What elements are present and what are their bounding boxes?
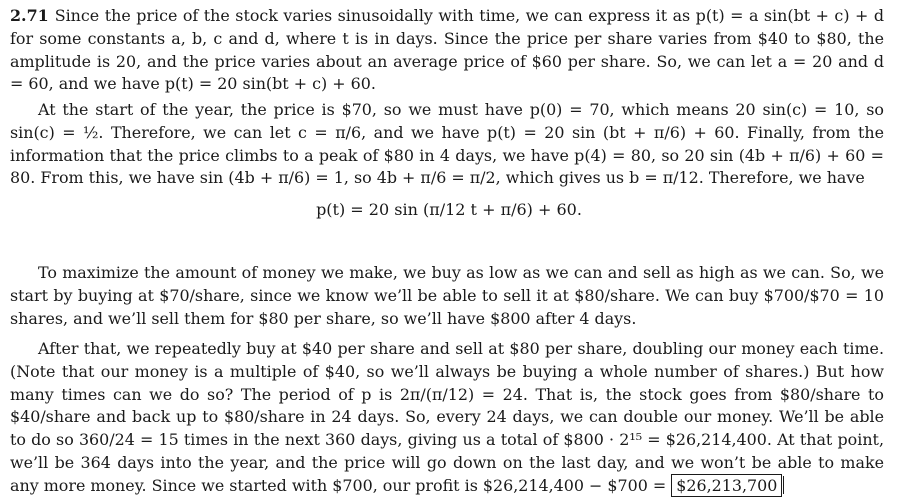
display-equation: p(t) = 20 sin (π/12 t + π/6) + 60. xyxy=(316,200,582,219)
paragraph-4 xyxy=(10,338,884,498)
text-cursor xyxy=(783,476,784,494)
problem-number: 2.71 xyxy=(10,6,49,25)
paragraph-4-text: After that, we repeatedly buy at $40 per share and sell at $80 per share, doubling our money each time. (Note that our money is a multiple of $40, so we’ll always be buying a whole number of shares.) But how many times can we do so? The period of p is 2π/(π/12) = 24. That is, the stock goes from $80/share to $40/share and back up to $80/share in 24 days. So, every 24 days, we can double our money. We’ll be able to do so 360/24 = 15 times in the next 360 days, giving us a total of $800 · 2¹⁵ = $26,214,400. At that point, we’ll be 364 days into the year, and the price will go down on the last day, and we won’t be able to make any more money. Since we started with $700, our profit is $26,214,400 − $700 = xyxy=(10,339,884,495)
paragraph-3: To maximize the amount of money we make, we buy as low as we can and sell as high as we can. So, we start by buying at $70/share, since we know we’ll be able to sell it at $80/share. We can buy $700/$70 = 10 shares, and we’ll sell them for $80 per share, so we’ll have $800 after 4 days. xyxy=(10,263,884,328)
paragraph-1-text: Since the price of the stock varies sinusoidally with time, we can express it as p(t) = a sin(bt + c) + d for some constants a, b, c and d, where t is in days. Since the price per share varies from $40 to $80, the amplitude is 20, and the price varies about an average price of $60 per share. So, we can let a = 20 and d = 60, and we have p(t) = 20 sin(bt + c) + 60. xyxy=(10,6,884,94)
final-answer-box: $26,213,700 xyxy=(671,474,782,497)
paragraph-2: At the start of the year, the price is $70, so we must have p(0) = 70, which means 20 sin(c) = 10, so sin(c) = ½. Therefore, we can let c = π/6, and we have p(t) = 20 sin (bt + π/6) + 60. Finally, from the information that the price climbs to a peak of $80 in 4 days, we have p(4) = 80, so 20 sin (4b + π/6) + 60 = 80. From this, we have sin (4b + π/6) = 1, so 4b + π/6 = π/2, which gives us b = π/12. Therefore, we have xyxy=(10,100,884,188)
paragraph-1 xyxy=(10,5,884,96)
